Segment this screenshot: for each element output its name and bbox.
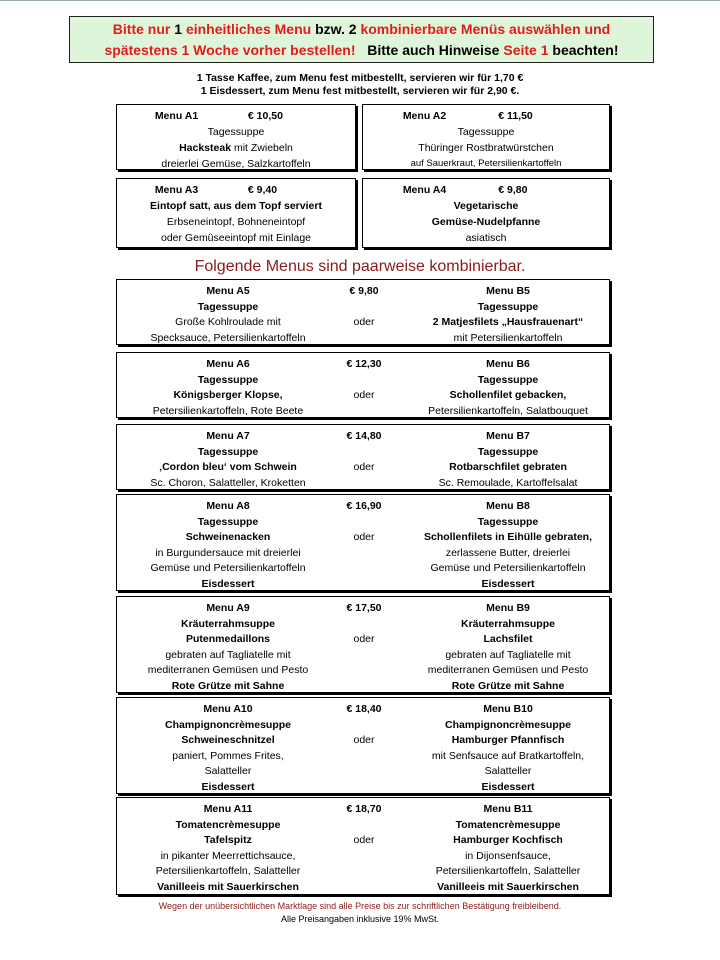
menu-line: Vanilleeis mit Sauerkirschen: [157, 880, 299, 893]
menu-line: mediterranen Gemüsen und Pesto: [427, 664, 589, 676]
menu-name: Menu B11: [483, 803, 533, 815]
menu-pair-card: [116, 279, 610, 345]
menu-line: in Dijonsenfsauce,: [465, 849, 551, 862]
menu-line: Petersilienkartoffeln, Salatteller: [435, 865, 581, 877]
banner-line-1: [70, 19, 653, 40]
menu-name: Menu A7: [206, 430, 250, 442]
menu-line: Rotbarschfilet gebraten: [449, 461, 567, 473]
menu-line: Lachsfilet: [483, 633, 533, 645]
or-label: oder: [353, 316, 375, 328]
menu-name: Menu A6: [206, 358, 250, 370]
menu-a1-card: [116, 104, 356, 170]
banner-text: Seite 1: [503, 42, 553, 58]
menu-line: Erbseneintopf, Bohneneintopf: [166, 216, 306, 228]
spacer: [327, 515, 401, 531]
menu-name: Menu A5: [206, 285, 250, 297]
menu-line: Eisdessert: [481, 780, 535, 793]
menu-a-column: [117, 499, 339, 592]
banner-text: Bitte auch Hinweise: [367, 42, 504, 58]
menu-line: Eisdessert: [201, 780, 255, 793]
top-divider: [0, 0, 720, 1]
menu-line: mit Petersilienkartoffeln: [453, 331, 563, 344]
menu-line: Tomatencrèmesuppe: [175, 818, 281, 831]
menu-line: in pikanter Meerrettichsauce,: [160, 849, 296, 862]
menu-b-column: [403, 702, 613, 795]
banner-text: 1: [174, 21, 186, 37]
menu-line: Rote Grütze mit Sahne: [451, 679, 565, 692]
menu-name: Menu B5: [486, 285, 530, 297]
menu-line: Tagessuppe: [477, 515, 539, 528]
menu-line: zerlassene Butter, dreierlei: [445, 546, 571, 559]
menu-line: Tagessuppe: [477, 373, 539, 386]
menu-line: Putenmedaillons: [185, 633, 270, 645]
extras-info: [0, 72, 720, 98]
coffee-info: 1 Tasse Kaffee, zum Menu fest mitbestellt, servieren wir für 1,70 €: [196, 72, 524, 84]
menu-name: Menu B9: [486, 602, 530, 614]
menu-line: Kräuterrahmsuppe: [181, 617, 275, 630]
menu-price: € 17,50: [346, 602, 382, 614]
menu-b-column: [403, 601, 613, 694]
price-column: [327, 601, 401, 648]
menu-line: Große Kohlroulade mit: [175, 316, 281, 328]
menu-name: Menu A3: [154, 184, 199, 196]
menu-name: Menu A9: [206, 602, 250, 614]
or-label: oder: [353, 389, 375, 401]
menu-line: Thüringer Rostbratwürstchen: [418, 142, 554, 154]
menu-price: € 14,80: [346, 430, 382, 442]
menu-line: ‚Cordon bleu‘ vom Schwein: [159, 461, 297, 473]
menu-a-column: [117, 601, 339, 694]
menu-a-column: [117, 284, 339, 346]
menu-b-column: [403, 284, 613, 346]
menu-price: € 9,40: [247, 184, 278, 196]
menu-line: mediterranen Gemüsen und Pesto: [147, 664, 309, 676]
menu-name: Menu A2: [402, 110, 447, 122]
menu-line: Salatteller: [204, 765, 252, 777]
menu-a2-card: [362, 104, 610, 170]
menu-line: Champignoncrèmesuppe: [164, 718, 292, 731]
menu-name: Menu B7: [486, 430, 530, 442]
menu-line: Hamburger Pfannfisch: [451, 734, 565, 746]
menu-pair-card: [116, 697, 610, 794]
banner-text: bzw. 2: [315, 21, 361, 37]
menu-line: Tomatencrèmesuppe: [455, 818, 561, 831]
menu-line: asiatisch: [465, 232, 507, 244]
menu-a4-card: [362, 178, 610, 248]
menu-line: Tafelspitz: [204, 834, 252, 846]
menu-name: Menu B8: [486, 500, 530, 512]
price-column: [327, 284, 401, 331]
vat-note: Alle Preisangaben inklusive 19% MwSt.: [280, 914, 440, 924]
banner-line-2: [70, 40, 653, 61]
price-disclaimer: Wegen der unübersichtlichen Marktlage sind alle Preise bis zur schriftlichen Bestätigung freibleibend.: [158, 901, 562, 911]
spacer: [327, 718, 401, 734]
menu-line: Schweinenacken: [185, 531, 271, 543]
menu-line: dreierlei Gemüse, Salzkartoffeln: [161, 158, 311, 170]
menu-line: Sc. Choron, Salatteller, Kroketten: [150, 476, 306, 489]
menu-price: € 18,40: [346, 703, 382, 715]
menu-price: € 10,50: [247, 110, 283, 122]
menu-line: Tagessuppe: [477, 300, 539, 313]
banner-text: Bitte nur: [112, 21, 175, 37]
menu-b-column: [403, 499, 613, 592]
banner-text: einheitliches Menu: [185, 21, 316, 37]
menu-price: € 18,70: [346, 803, 382, 815]
spacer: [327, 373, 401, 389]
menu-name: Menu A10: [203, 703, 253, 715]
menu-line: Specksauce, Petersilienkartoffeln: [150, 331, 306, 344]
menu-line: Eintopf satt, aus dem Topf serviert: [150, 200, 322, 212]
banner-text: kombinierbare Menüs auswählen und: [360, 21, 611, 37]
menu-a-column: [117, 802, 339, 895]
pair-heading: Folgende Menus sind paarweise kombinierbar.: [194, 258, 526, 275]
price-column: [327, 702, 401, 749]
menu-b-column: [403, 429, 613, 491]
menu-line: gebraten auf Tagliatelle mit: [165, 648, 291, 661]
spacer: [327, 300, 401, 316]
menu-line: oder Gemüseeintopf mit Einlage: [161, 232, 311, 244]
menu-line: Tagessuppe: [457, 126, 515, 138]
menu-name: Menu B10: [483, 703, 533, 715]
spacer: [327, 617, 401, 633]
menu-pair-card: [116, 596, 610, 693]
menu-line: auf Sauerkraut, Petersilienkartoffeln: [410, 158, 562, 169]
menu-line: Schweineschnitzel: [181, 734, 275, 746]
menu-name: Menu A1: [154, 110, 199, 122]
order-notice-banner: [69, 16, 654, 63]
menu-line: Gemüse und Petersilienkartoffeln: [150, 562, 306, 574]
menu-pair-card: [116, 494, 610, 591]
menu-name: Menu A8: [206, 500, 250, 512]
menu-a3-card: [116, 178, 356, 248]
menu-line: mit Senfsauce auf Bratkartoffeln,: [431, 749, 585, 762]
menu-line: paniert, Pommes Frites,: [172, 749, 284, 762]
menu-b-column: [403, 802, 613, 895]
menu-line: Petersilienkartoffeln, Rote Beete: [152, 404, 304, 417]
menu-line: Gemüse und Petersilienkartoffeln: [430, 562, 586, 574]
menu-line: Tagessuppe: [197, 373, 259, 386]
menu-price: € 16,90: [346, 500, 382, 512]
price-column: [327, 499, 401, 546]
price-column: [327, 802, 401, 849]
menu-line: Eisdessert: [481, 577, 535, 590]
menu-pair-card: [116, 424, 610, 490]
price-column: [327, 429, 401, 476]
menu-line: Champignoncrèmesuppe: [444, 718, 572, 731]
menu-line: Tagessuppe: [207, 126, 265, 138]
menu-line: gebraten auf Tagliatelle mit: [445, 648, 571, 661]
menu-line: 2 Matjesfilets „Hausfrauenart“: [432, 316, 584, 328]
banner-text: spätestens 1 Woche vorher bestellen!: [104, 42, 356, 58]
menu-line: Petersilienkartoffeln, Salatteller: [155, 865, 301, 877]
menu-line: Schollenfilets in Eihülle gebraten,: [423, 531, 593, 543]
or-label: oder: [353, 734, 375, 746]
or-label: oder: [353, 633, 375, 645]
or-label: oder: [353, 461, 375, 473]
menu-name: Menu A4: [402, 184, 447, 196]
menu-line: Salatteller: [484, 765, 532, 777]
dish-detail: mit Zwiebeln: [231, 142, 293, 154]
or-label: oder: [353, 834, 375, 846]
menu-line: Vegetarische: [453, 200, 519, 212]
icecream-info: 1 Eisdessert, zum Menu fest mitbestellt, servieren wir für 2,90 €.: [200, 85, 520, 97]
menu-line: Sc. Remoulade, Kartoffelsalat: [438, 476, 578, 489]
menu-line: Vanilleeis mit Sauerkirschen: [437, 880, 579, 893]
menu-line: Kräuterrahmsuppe: [461, 617, 555, 630]
menu-line: Tagessuppe: [197, 445, 259, 458]
banner-text: beachten!: [552, 42, 619, 58]
menu-line: Hamburger Kochfisch: [453, 834, 563, 846]
menu-name: Menu B6: [486, 358, 530, 370]
menu-line: Eisdessert: [201, 577, 255, 590]
menu-pair-card: [116, 797, 610, 895]
spacer: [327, 445, 401, 461]
dish-name: Hacksteak: [179, 142, 232, 154]
price-column: [327, 357, 401, 404]
menu-pair-card: [116, 352, 610, 418]
menu-price: € 9,80: [498, 184, 528, 196]
menu-line: Schollenfilet gebacken,: [449, 389, 567, 401]
menu-line: Petersilienkartoffeln, Salatbouquet: [428, 404, 588, 417]
menu-line: [117, 140, 355, 156]
menu-line: in Burgundersauce mit dreierlei: [155, 546, 301, 559]
menu-line: Tagessuppe: [197, 515, 259, 528]
menu-b-column: [403, 357, 613, 419]
menu-a-column: [117, 702, 339, 795]
menu-name: Menu A11: [203, 803, 253, 815]
menu-a-column: [117, 357, 339, 419]
menu-a-column: [117, 429, 339, 491]
or-label: oder: [353, 531, 375, 543]
menu-price: € 9,80: [349, 285, 379, 297]
menu-line: Rote Grütze mit Sahne: [171, 679, 285, 692]
menu-line: Tagessuppe: [477, 445, 539, 458]
spacer: [327, 818, 401, 834]
menu-line: Tagessuppe: [197, 300, 259, 313]
menu-line: Gemüse-Nudelpfanne: [431, 216, 541, 228]
menu-price: € 12,30: [346, 358, 382, 370]
menu-line: Königsberger Klopse,: [173, 389, 283, 401]
menu-price: € 11,50: [498, 110, 533, 122]
